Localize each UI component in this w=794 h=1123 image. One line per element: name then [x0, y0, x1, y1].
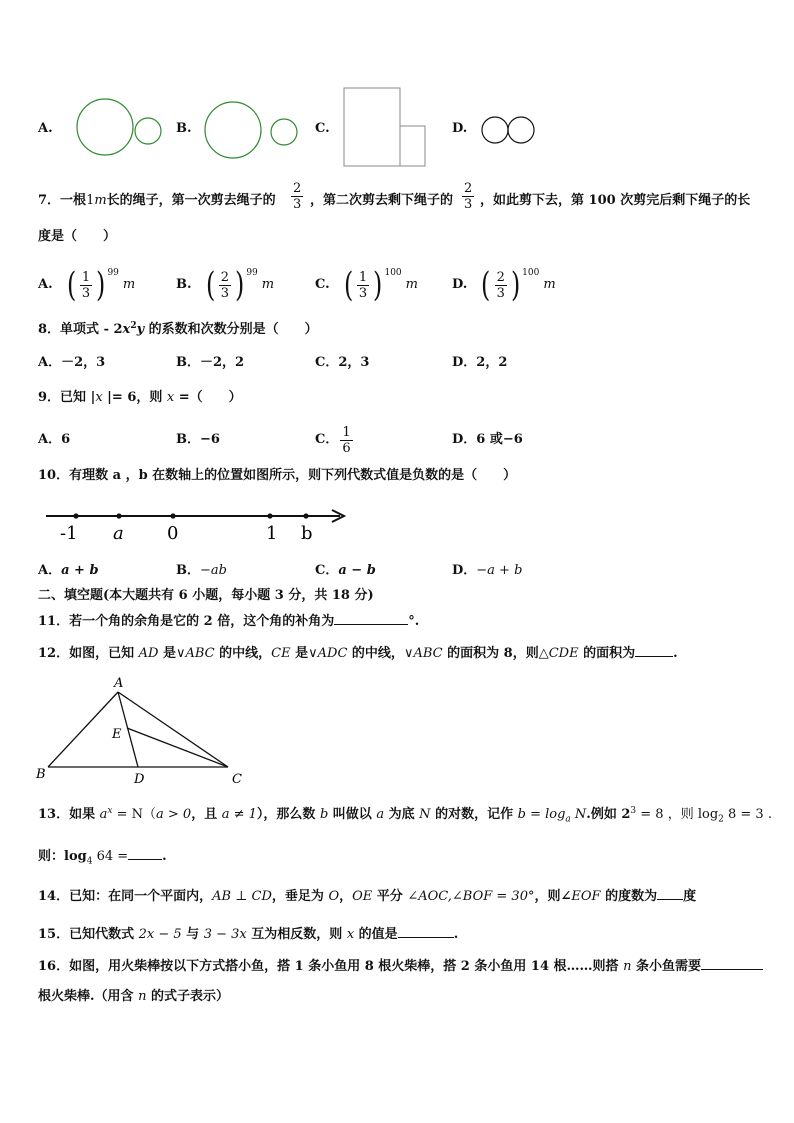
q8-option-d: D．2，2 [452, 355, 508, 370]
q8-option-b: B．－2，2 [176, 355, 245, 370]
q6-option-a-label: A. [38, 121, 53, 136]
q7-fraction-2: $\frac{2}{3}$ [464, 181, 473, 212]
point-a [116, 513, 121, 518]
q9-option-d: D．6 或−6 [452, 432, 523, 447]
q9-option-b: B．−6 [176, 432, 220, 447]
point-minus-one [73, 513, 78, 518]
q11-stem: 11．若一个角的余角是它的 2 倍，这个角的补角为 °. [38, 614, 420, 629]
q7-stem-end: ，如此剪下去，第 100 次剪完后剩下绳子的长 [480, 193, 751, 208]
small-circle [271, 119, 297, 145]
q13-stem-line1: 13．如果 $a^x = N(a > 0$，且 a ≠ 1），那么数 b 叫做以 a 为底 N 的对数，记作 $b = \log_a N$.例如 $2^3 = 8$ ，则 $\log_2 8 = 3$ . [38, 806, 772, 825]
option-fraction: $\frac{1}{3}$ [81, 269, 91, 301]
q6-option-c-label: C. [315, 121, 330, 136]
segment-ab [48, 692, 118, 767]
q16-answer-blank[interactable] [701, 969, 763, 970]
q10-number-line [40, 500, 360, 544]
q11-answer-blank[interactable] [334, 624, 408, 625]
large-rectangle [344, 88, 400, 166]
q6-option-b-label: B. [176, 121, 192, 136]
q6-option-d-figure [480, 114, 540, 148]
vertex-label-a: A [114, 676, 124, 691]
q7-option-d: D. ( $\frac{2}{3}$ ) 100 m [452, 265, 556, 305]
option-fraction: $\frac{2}{3}$ [496, 269, 505, 301]
vertex-label-c: C [232, 772, 242, 787]
label-a: a [113, 523, 124, 544]
q9-option-c: C． $\frac{1}{6}$ [315, 424, 351, 456]
option-fraction: $\frac{1}{3}$ [358, 269, 368, 301]
q6-option-c-figure [340, 86, 430, 170]
q6-option-d-label: D. [452, 121, 468, 136]
q12-triangle-figure [32, 672, 252, 792]
q16-stem-line2: 根火柴棒.（用含 n 的式子表示） [38, 989, 229, 1004]
q10-option-c: C．a − b [315, 563, 376, 578]
label-zero: 0 [167, 523, 179, 544]
point-zero [170, 513, 175, 518]
q8-option-c: C．2，3 [315, 355, 370, 370]
q7-option-b: B. ( $\frac{2}{3}$ ) 99 m [176, 265, 275, 305]
q8-option-a: A．－2，3 [38, 355, 106, 370]
label-minus-one: -1 [60, 523, 78, 544]
q12-answer-blank[interactable] [635, 656, 673, 657]
q14-answer-blank[interactable] [657, 899, 683, 900]
q7-fraction-1: $\frac{2}{3}$ [293, 181, 302, 212]
point-one [267, 513, 272, 518]
q6-option-b-figure [202, 98, 302, 162]
vertex-label-b: B [36, 767, 46, 782]
small-rectangle [400, 126, 425, 166]
q16-stem-line1: 16．如图，用火柴棒按以下方式搭小鱼，搭 1 条小鱼用 8 根火柴棒，搭 2 条小鱼用 14 根……则搭 n 条小鱼需要 [38, 958, 763, 976]
vertex-label-e: E [112, 727, 122, 742]
q7-option-a: A. ( $\frac{1}{3}$ ) 99 m [38, 265, 136, 305]
q10-option-d: D．−a + b [452, 563, 523, 578]
q14-stem: 14．已知：在同一个平面内，AB ⊥ CD，垂足为 O，OE 平分 ∠AOC,∠BOF = 30°，则∠EOF 的度数为 度 [38, 889, 697, 904]
right-circle [508, 117, 534, 143]
q7-stem-line2: 度是（ ） [38, 229, 117, 244]
q7-stem-line1: 7．一根1m长的绳子，第一次剪去绳子的 [38, 193, 276, 208]
vertex-label-d: D [134, 772, 145, 787]
q13-stem-line2: 则：$\log_4 64$ = . [38, 849, 167, 867]
label-one: 1 [266, 523, 278, 544]
left-circle [482, 117, 508, 143]
q12-stem: 12．如图，已知 AD 是∨ABC 的中线，CE 是∨ADC 的中线，∨ABC 的面积为 8，则△CDE 的面积为 . [38, 646, 678, 661]
point-b [303, 513, 308, 518]
small-circle [135, 118, 161, 144]
large-circle [77, 99, 133, 155]
q6-option-a-figure [76, 94, 166, 158]
option-fraction: $\frac{1}{6}$ [342, 424, 351, 456]
q10-option-b: B．−ab [176, 563, 227, 578]
section-2-heading: 二、填空题(本大题共有 6 小题，每小题 3 分，共 18 分) [38, 588, 374, 603]
q10-option-a: A．a + b [38, 563, 99, 578]
q9-stem: 9．已知 |x |= 6，则 x =（ ） [38, 390, 242, 405]
q15-answer-blank[interactable] [398, 937, 454, 938]
segment-ce [127, 728, 228, 767]
q7-option-c: C. ( $\frac{1}{3}$ ) 100 m [315, 265, 418, 305]
q9-option-a: A．6 [38, 432, 71, 447]
label-b: b [301, 523, 313, 544]
large-circle [205, 102, 261, 158]
q15-stem: 15．已知代数式 2x − 5 与 3 − 3x 互为相反数，则 x 的值是 . [38, 927, 459, 942]
option-fraction: $\frac{2}{3}$ [220, 269, 230, 301]
q13-answer-blank[interactable] [128, 859, 162, 860]
q7-stem-mid: ，第二次剪去剩下绳子的 [310, 193, 454, 208]
q8-stem: 8．单项式 - $2x^2y$ 的系数和次数分别是（ ） [38, 321, 318, 337]
q10-stem: 10．有理数 a ，b 在数轴上的位置如图所示，则下列代数式值是负数的是（ ） [38, 468, 517, 483]
